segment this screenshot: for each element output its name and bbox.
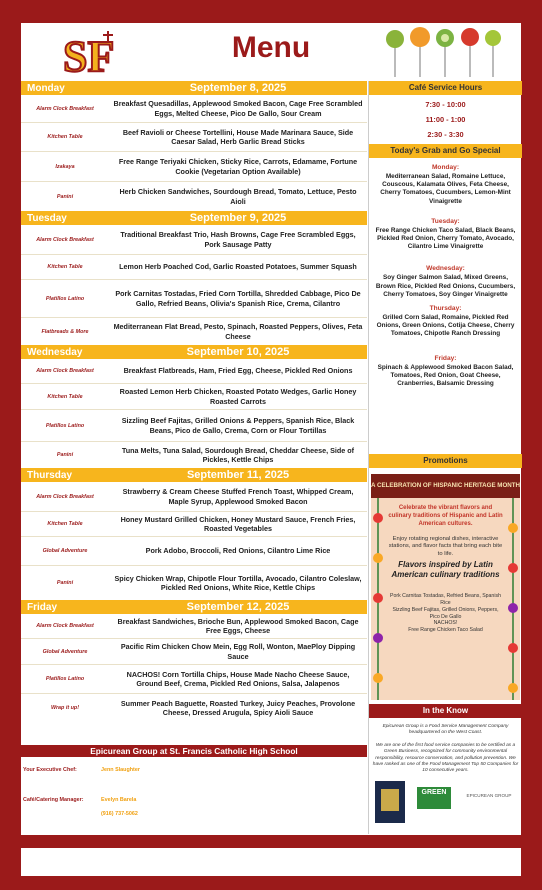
menu-row: [21, 482, 367, 512]
grab-and-go-list: [369, 164, 522, 454]
day-header: [21, 345, 367, 359]
menu-row: [21, 255, 367, 280]
station-name: Platillos Latino: [45, 422, 85, 429]
cafe-hours-header: Café Service Hours: [369, 81, 522, 95]
menu-row: [21, 665, 367, 694]
gg-day-label: Thursday:: [429, 305, 462, 313]
gg-day-text: Mediterranean Salad, Romaine Lettuce, Couscous, Kalamata Olives, Feta Cheese, Cherry Tomatoes, Cucumbers, Lemon-Mint Vinaigrette: [380, 173, 511, 205]
header: [21, 23, 521, 81]
fruit-forks-image: [385, 25, 505, 79]
menu-row: [21, 152, 367, 182]
sf-logo: [61, 27, 123, 79]
menu-items: Sizzling Beef Fajitas, Grilled Onions & Peppers, Spanish Rice, Black Beans, Pico de Gallo, Crema, Corn or Flour Tortillas: [121, 416, 355, 435]
manager-name: Evelyn Barela: [101, 797, 137, 803]
day-date: September 11, 2025: [186, 469, 290, 481]
day-header: [21, 468, 367, 482]
day-date: September 12, 2025: [186, 601, 290, 613]
day-date: September 8, 2025: [189, 82, 287, 94]
menu-row: [21, 384, 367, 410]
promotions-header: Promotions: [369, 454, 522, 468]
menu-items: Spicy Chicken Wrap, Chipotle Flour Tortilla, Avocado, Cilantro Coleslaw, Pickled Red Onions, White Rice, Kettle Chips: [114, 573, 362, 592]
in-the-know-header: In the Know: [369, 704, 522, 718]
gg-day-label: Friday:: [434, 354, 457, 362]
menu-items: NACHOS! Corn Tortilla Chips, House Made Nacho Cheese Sauce, Ground Beef, Crema, Pickled Red Onions, Salsa, Jalapenos: [126, 669, 350, 688]
hispanic-heritage-promo: [371, 474, 520, 700]
menu-row: [21, 359, 367, 384]
station-name: Alarm Clock Breakfast: [36, 493, 94, 500]
footer-strip: [21, 848, 521, 876]
menu-row: [21, 537, 367, 566]
gg-day-text: Grilled Corn Salad, Romaine, Pickled Red Onions, Green Onions, Cotija Cheese, Cherry Tomatoes, Chipotle Ranch Dressing: [376, 314, 515, 338]
day-header: [21, 211, 367, 225]
station-name: Izakaya: [55, 163, 75, 170]
day-name: Tuesday: [27, 212, 67, 224]
gg-day-label: Monday:: [431, 164, 460, 171]
menu-items: Pork Adobo, Broccoli, Red Onions, Cilantro Lime Rice: [145, 546, 331, 556]
weekly-menu: [21, 81, 367, 722]
promo-dish: Free Range Chicken Taco Salad: [408, 627, 483, 634]
in-the-know-body: We are one of the first food service companies to be certified as a Green Business, recognized for community environmental responsibility, resource conservation, and pollution prevention. We have ranked as one of the Food Management Top 50 Companies for 10 consecutive years.: [372, 742, 519, 774]
menu-items: Honey Mustard Grilled Chicken, Honey Mustard Sauce, French Fries, Roasted Vegetables: [120, 514, 356, 533]
hours-line: 11:00 - 1:00: [425, 115, 466, 124]
menu-items: Beef Ravioli or Cheese Tortellini, House Made Marinara Sauce, Side Caesar Salad, Herb Garlic Bread Sticks: [122, 127, 354, 146]
day-date: September 9, 2025: [189, 212, 287, 224]
gg-day-label: Tuesday:: [431, 217, 460, 225]
in-the-know-intro: Epicurean Group is a Food Service Management Company headquartered on the West Coast.: [382, 724, 509, 736]
menu-row: [21, 614, 367, 639]
floral-border-left: [371, 498, 385, 700]
promo-dish: Pork Carnitas Tostadas, Refried Beans, Spanish Rice: [390, 593, 501, 607]
station-name: Kitchen Table: [47, 134, 83, 140]
menu-items: Roasted Lemon Herb Chicken, Roasted Potato Wedges, Garlic Honey Roasted Carrots: [119, 387, 357, 406]
menu-items: Mediterranean Flat Bread, Pesto, Spinach, Roasted Peppers, Olives, Feta Cheese: [113, 322, 363, 341]
station-name: Platillos Latino: [45, 295, 85, 302]
promo-dishes: [387, 593, 504, 634]
green-business-badge: [417, 787, 451, 809]
promo-dish: Sizzling Beef Fajitas, Grilled Onions, Peppers, Pico De Gallo: [392, 606, 499, 620]
sidebar: [368, 81, 522, 834]
badges: [369, 781, 522, 825]
chef-label: Your Executive Chef:: [23, 767, 77, 773]
menu-row: [21, 318, 367, 345]
green-badge-label: GREEN: [421, 788, 447, 796]
manager-label: Café/Catering Manager:: [23, 797, 84, 803]
page-title: Menu: [231, 31, 311, 64]
day-header: [21, 600, 367, 614]
promo-body: Enjoy rotating regional dishes, interactive stations, and flavor facts that bring each bite to life.: [388, 536, 503, 557]
day-name: Monday: [27, 82, 65, 94]
hours-line: 2:30 - 3:30: [427, 130, 464, 139]
station-name: Platillos Latino: [45, 676, 85, 682]
top-50-award-badge: [375, 781, 405, 823]
station-name: Global Adventure: [42, 548, 88, 554]
menu-page: [21, 23, 521, 835]
menu-row: [21, 95, 367, 123]
menu-items: Lemon Herb Poached Cod, Garlic Roasted Potatoes, Summer Squash: [119, 262, 357, 272]
menu-items: Summer Peach Baguette, Roasted Turkey, Juicy Peaches, Provolone Cheese, Dressed Arugula, Spicy Aioli Sauce: [120, 698, 356, 717]
menu-items: Herb Chicken Sandwiches, Sourdough Bread, Tomato, Lettuce, Pesto Aioli: [119, 187, 357, 206]
promo-dish: NACHOS!: [433, 620, 458, 627]
floral-border-right: [506, 498, 520, 700]
menu-row: [21, 280, 367, 318]
gg-day-label: Wednesday:: [426, 265, 465, 273]
menu-row: [21, 694, 367, 722]
station-name: Alarm Clock Breakfast: [36, 236, 94, 243]
gg-day-text: Free Range Chicken Taco Salad, Black Beans, Pickled Red Onion, Cherry Tomato, Avocado, Cilantro Lime Vinaigrette: [375, 226, 516, 251]
gg-day-text: Spinach & Applewood Smoked Bacon Salad, Tomatoes, Red Onion, Goat Cheese, Cranberries, Balsamic Dressing: [377, 363, 514, 388]
menu-row: [21, 225, 367, 255]
epicurean-logo-text: EPICUREAN GROUP: [466, 792, 512, 798]
promo-tagline: Flavors inspired by Latin American culinary traditions: [391, 560, 500, 579]
station-name: Global Adventure: [42, 648, 88, 655]
day-name: Wednesday: [27, 346, 83, 358]
promo-banner: A CELEBRATION OF HISPANIC HERITAGE MONTH: [371, 474, 520, 498]
menu-items: Breakfast Quesadillas, Applewood Smoked Bacon, Cage Free Scrambled Eggs, Melted Cheese, Pico De Gallo, Sour Cream: [113, 99, 363, 118]
chef-name: Jenn Slaughter: [101, 767, 140, 773]
menu-row: [21, 410, 367, 442]
manager-phone: (916) 737-5062: [101, 811, 138, 817]
menu-items: Breakfast Flatbreads, Ham, Fried Egg, Cheese, Pickled Red Onions: [123, 366, 353, 376]
day-header: [21, 81, 367, 95]
menu-row: [21, 639, 367, 665]
day-date: September 10, 2025: [186, 346, 290, 358]
gg-day-text: Soy Ginger Salmon Salad, Mixed Greens, Brown Rice, Pickled Red Onions, Cucumbers, Cherry Tomatoes, Soy Ginger Vinaigrette: [375, 274, 516, 298]
menu-row: [21, 123, 367, 152]
grab-and-go-header: Today's Grab and Go Special: [369, 144, 522, 158]
station-name: Alarm Clock Breakfast: [36, 623, 94, 629]
menu-items: Pacific Rim Chicken Chow Mein, Egg Roll, Wonton, MaePloy Dipping Sauce: [120, 642, 356, 661]
station-name: Flatbreads & More: [41, 328, 89, 335]
station-name: Kitchen Table: [47, 264, 83, 270]
station-name: Panini: [56, 193, 74, 200]
menu-row: [21, 566, 367, 600]
station-name: Kitchen Table: [47, 521, 83, 527]
menu-row: [21, 512, 367, 537]
svg-text:SF: SF: [63, 32, 115, 79]
station-name: Wrap it up!: [50, 705, 80, 711]
station-name: Alarm Clock Breakfast: [36, 105, 94, 112]
station-name: Alarm Clock Breakfast: [36, 368, 94, 374]
menu-items: Pork Carnitas Tostadas, Fried Corn Tortilla, Shredded Cabbage, Pico De Gallo, Refried Beans, Olivia's Spanish Rice, Crema, Cilantro: [115, 289, 361, 308]
menu-items: Breakfast Sandwiches, Brioche Bun, Applewood Smoked Bacon, Cage Free Eggs, Cheese: [117, 616, 359, 635]
menu-row: [21, 182, 367, 211]
menu-items: Strawberry & Cream Cheese Stuffed French Toast, Whipped Cream, Maple Syrup, Applewood Smoked Bacon: [122, 487, 354, 506]
menu-items: Free Range Teriyaki Chicken, Sticky Rice, Carrots, Edamame, Fortune Cookie (Vegetarian Option Available): [118, 157, 358, 176]
menu-items: Tuna Melts, Tuna Salad, Sourdough Bread, Cheddar Cheese, Side of Pickles, Kettle Chips: [121, 445, 355, 464]
menu-items: Traditional Breakfast Trio, Hash Browns, Cage Free Scrambled Eggs, Pork Sausage Patty: [120, 230, 356, 249]
menu-row: [21, 442, 367, 468]
station-name: Panini: [56, 580, 74, 586]
station-name: Panini: [56, 452, 74, 458]
station-name: Kitchen Table: [47, 393, 83, 400]
day-name: Thursday: [27, 469, 73, 481]
epicurean-logo: [457, 793, 521, 798]
promo-intro: Celebrate the vibrant flavors and culinary traditions of Hispanic and Latin American cultures.: [388, 505, 503, 527]
footer-title: Epicurean Group at St. Francis Catholic High School: [21, 745, 367, 757]
day-name: Friday: [27, 601, 58, 613]
hours-line: 7:30 - 10:00: [425, 100, 466, 109]
